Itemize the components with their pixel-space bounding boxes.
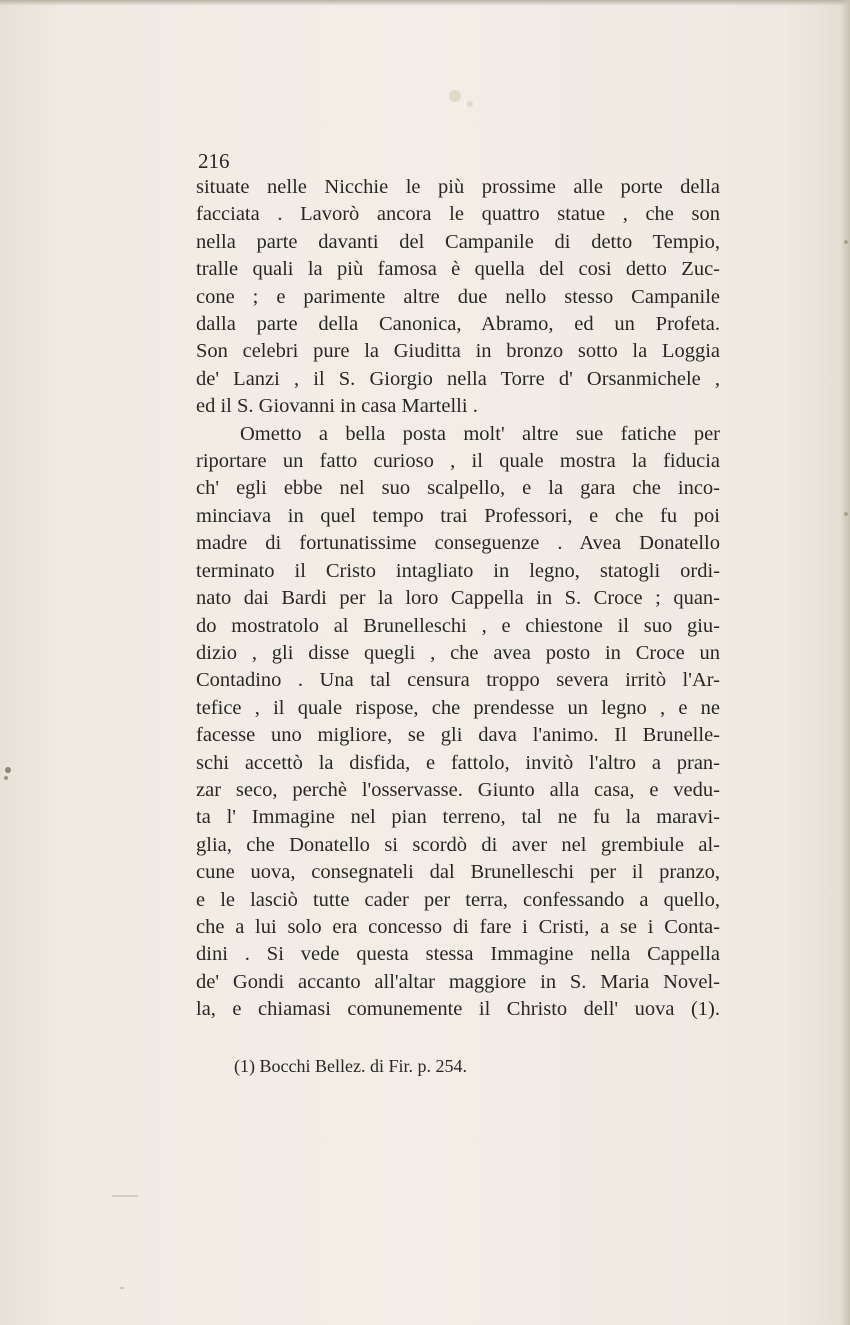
text-line: ed il S. Giovanni in casa Martelli . xyxy=(196,395,478,418)
text-line: nato dai Bardi per la loro Cappella in S. Croce ; quan- xyxy=(196,587,720,610)
text-line: Ometto a bella posta molt' altre sue fatiche per xyxy=(240,422,720,445)
text-line: ta l' Immagine nel pian terreno, tal ne fu la maravi- xyxy=(196,806,720,829)
text-line: dini . Si vede questa stessa Immagine nella Cappella xyxy=(196,943,720,966)
text-line: tefice , il quale rispose, che prendesse un legno , e ne xyxy=(196,696,720,719)
text-line: de' Gondi accanto all'altar maggiore in S. Maria Novel- xyxy=(196,970,720,993)
text-line: minciava in quel tempo trai Professori, e che fu poi xyxy=(196,504,720,527)
text-line: cone ; e parimente altre due nello stesso Campanile xyxy=(196,285,720,308)
text-line: terminato il Cristo intagliato in legno, statogli ordi- xyxy=(196,559,720,582)
text-line: glia, che Donatello si scordò di aver nel grembiule al- xyxy=(196,833,720,856)
text-line: cune uova, consegnateli dal Brunelleschi per il pranzo, xyxy=(196,861,720,884)
text-line: de' Lanzi , il S. Giorgio nella Torre d' Orsanmichele , xyxy=(196,367,720,390)
text-line: e le lasciò tutte cader per terra, confessando a quello, xyxy=(196,888,720,911)
text-line: dizio , gli disse quegli , che avea posto in Croce un xyxy=(196,641,720,664)
main-text xyxy=(196,148,720,1024)
text-line: zar seco, perchè l'osservasse. Giunto alla casa, e vedu- xyxy=(196,778,720,801)
text-line: ch' egli ebbe nel suo scalpello, e la gara che inco- xyxy=(196,477,720,500)
text-line: facciata . Lavorò ancora le quattro statue , che son xyxy=(196,203,720,226)
text-line: Son celebri pure la Giuditta in bronzo sotto la Loggia xyxy=(196,340,720,363)
text-line: tralle quali la più famosa è quella del cosi detto Zuc- xyxy=(196,258,720,281)
text-line: riportare un fatto curioso , il quale mostra la fiducia xyxy=(196,450,720,473)
text-line: la, e chiamasi comunemente il Christo dell' uova (1). xyxy=(196,998,720,1021)
text-line: dalla parte della Canonica, Abramo, ed un Profeta. xyxy=(196,313,720,336)
text-line: facesse uno migliore, se gli dava l'animo. Il Brunelle- xyxy=(196,724,720,747)
text-line: nella parte davanti del Campanile di detto Tempio, xyxy=(196,230,720,253)
text-line: do mostratolo al Brunelleschi , e chiestone il suo giu- xyxy=(196,614,720,637)
text-line: che a lui solo era concesso di fare i Cristi, a se i Conta- xyxy=(196,915,720,938)
text-line: schi accettò la disfida, e fattolo, invitò l'altro a pran- xyxy=(196,751,720,774)
footnote: (1) Bocchi Bellez. di Fir. p. 254. xyxy=(234,1056,467,1076)
page-number: 216 xyxy=(198,149,230,173)
text-line: situate nelle Nicchie le più prossime alle porte della xyxy=(196,176,720,198)
text-line: madre di fortunatissime conseguenze . Avea Donatello xyxy=(196,532,720,555)
text-line: Contadino . Una tal censura troppo severa irritò l'Ar- xyxy=(196,669,720,692)
